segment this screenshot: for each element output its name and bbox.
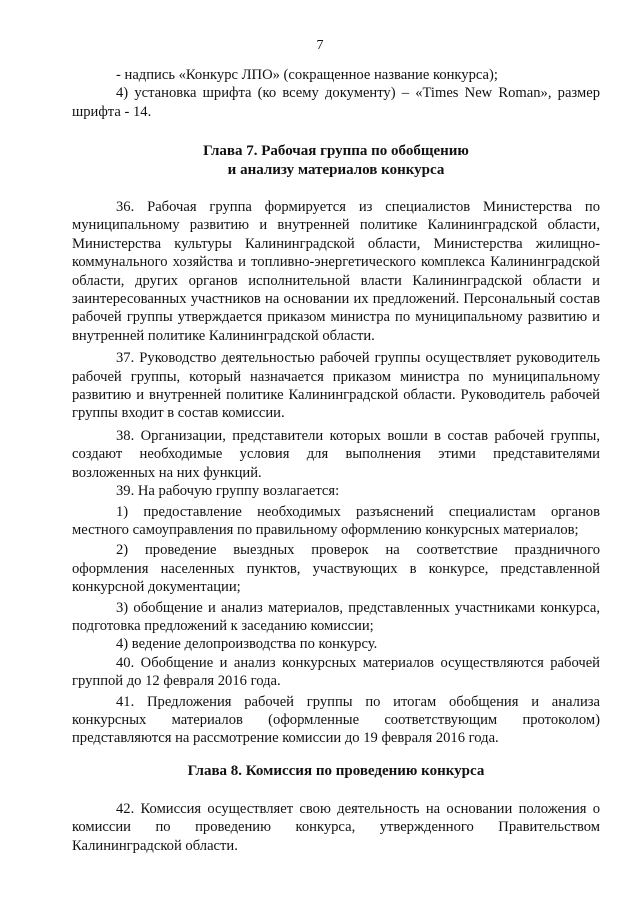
paragraph-37: 37. Руководство деятельностью рабочей группы осуществляет руководитель рабочей группы, который назначается приказом министра по муниципальному развитию и внутренней политике Калининградской области. Руководитель рабочей группы входит в состав комиссии. (72, 350, 600, 422)
chapter7-body (72, 198, 600, 748)
paragraph-40: 40. Обобщение и анализ конкурсных материалов осуществляются рабочей группой до 12 февраля 2016 года. (72, 654, 600, 690)
paragraph-42: 42. Комиссия осуществляет свою деятельность на основании положения о комиссии по проведению конкурса, утвержденного Правительством Калининградской области. (72, 801, 600, 854)
list-item: 3) обобщение и анализ материалов, представленных участниками конкурса, подготовка предложений к заседанию комиссии; (72, 599, 600, 634)
chapter7-title-line1: Глава 7. Рабочая группа по обобщению (203, 143, 469, 159)
chapter7-title (72, 142, 600, 180)
page-number: 7 (316, 38, 324, 53)
paragraph-36: 36. Рабочая группа формируется из специалистов Министерства по муниципальному развитию и внутренней политике Калининградской области, Министерства культуры Калининградской области, Министерства жилищно-коммунального хозяйства и топливно-энергетического комплекса Калининградской области, других органов исполнительной власти Калининградской области и заинтересованных участников на основании их предложений. Персональный состав рабочей группы утверждается приказом министра по муниципальному развитию и внутренней политике Калининградской области. (72, 199, 600, 344)
list-item: 1) предоставление необходимых разъяснений специалистам органов местного самоуправления по правильному оформлению конкурсных материалов; (72, 503, 600, 538)
list-item: 4) ведение делопроизводства по конкурсу. (116, 636, 378, 653)
paragraph-38: 38. Организации, представители которых вошли в состав рабочей группы, создают необходимые условия для выполнения этими представителями возложенных на них функций. (72, 427, 600, 481)
chapter8-title: Глава 8. Комиссия по проведению конкурса (187, 763, 485, 779)
chapter8-body (72, 800, 600, 855)
list-item: - надпись «Конкурс ЛПО» (сокращенное название конкурса); (116, 67, 498, 83)
paragraph-41: 41. Предложения рабочей группы по итогам обобщения и анализа конкурсных материалов (оформленные соответствующим протоколом) представляются на рассмотрение комиссии до 19 февраля 2016 года. (72, 693, 600, 747)
list-item: 2) проведение выездных проверок на соответствие праздничного оформления населенных пунктов, участвующих в конкурсе, представленной конкурсной документации; (72, 542, 600, 596)
top-section (72, 66, 600, 121)
paragraph-39: 39. На рабочую группу возлагается: (116, 483, 340, 500)
list-item: 4) установка шрифта (ко всему документу) – «Times New Roman», размер шрифта - 14. (72, 85, 600, 120)
chapter7-title-line2: и анализу материалов конкурса (227, 162, 445, 178)
